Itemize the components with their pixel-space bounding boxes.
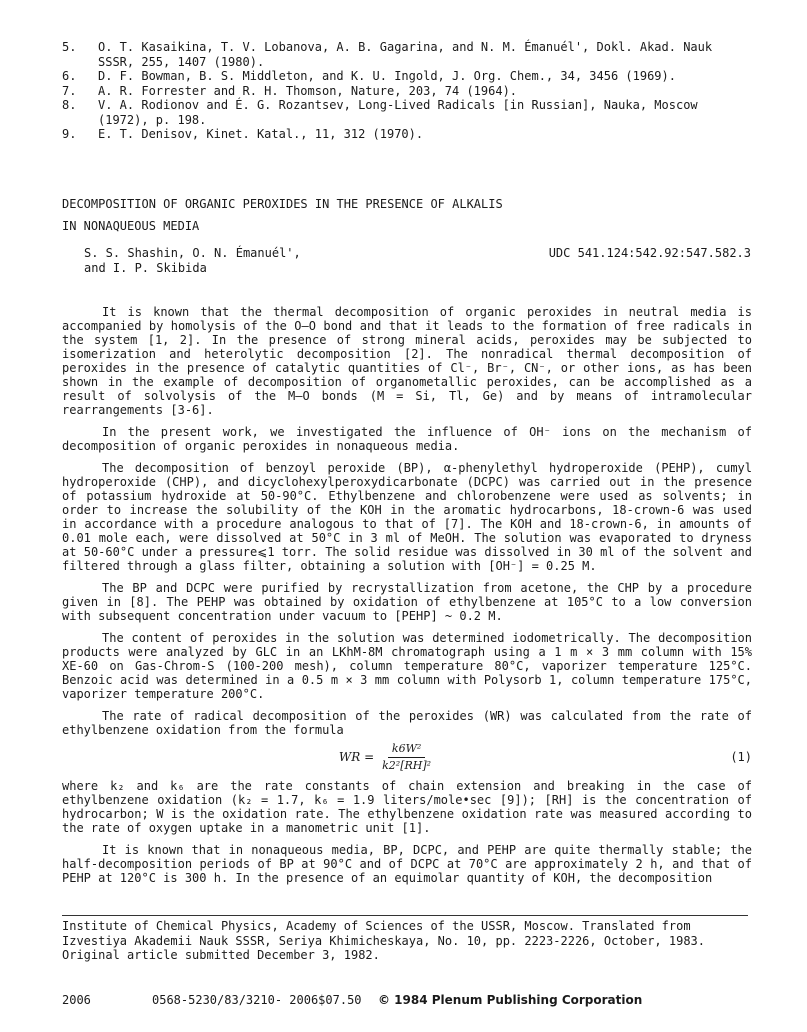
reference-number: 9. [62, 127, 77, 141]
body-paragraph: The decomposition of benzoyl peroxide (BP), α-phenylethyl hydroperoxide (PEHP), cumyl hydroperoxide (CHP), and dicyclohexylperoxydicarbonate (DCPC) was carried out in the presence of potassium hydroxide at 50-90°C. Ethylbenzene and chlorobenzene were used as solvents; in order to increase the solubility of the KOH in the aromatic hydrocarbons, 18-crown-6 was used in accordance with a procedure analogous to that of [7]. The KOH and 18-crown-6, in amounts of 0.01 mole each, were dissolved at 50°C in 3 ml of MeOH. The solution was evaporated to dryness at 50-60°C under a pressure⩽1 torr. The solid residue was dissolved in 30 ml of the solvent and filtered through a glass filter, obtaining a solution with [OH⁻] = 0.25 M. [62, 461, 752, 573]
equation-number: (1) [730, 750, 752, 764]
article-code: 0568-5230/83/3210- 2006$07.50 [152, 993, 362, 1007]
equation [62, 739, 752, 775]
reference-number: 8. [62, 98, 77, 112]
page-footer [62, 993, 752, 1007]
footnote: Institute of Chemical Physics, Academy of Sciences of the USSR, Moscow. Translated from Izvestiya Akademii Nauk SSSR, Seriya Khimicheskaya, No. 10, pp. 2223-2226, October, 1983. Original article submitted December 3, 1982. [62, 919, 705, 962]
body-paragraph: where k₂ and k₆ are the rate constants of chain extension and breaking in the case of ethylbenzene oxidation (k₂ = 1.7, k₆ = 1.9 liters/mole•sec [9]); [RH] is the concentration of hydrocarbon; W is the oxidation rate. The ethylbenzene oxidation rate was measured according to the rate of oxygen uptake in a manometric unit [1]. [62, 779, 752, 835]
udc-code: UDC 541.124:542.92:547.582.3 [548, 246, 751, 260]
body-paragraph: The BP and DCPC were purified by recrystallization from acetone, the CHP by a procedure given in [8]. The PEHP was obtained by oxidation of ethylbenzene at 105°C to a low conversion with subsequent concentration under vacuum to [PEHP] ~ 0.2 M. [62, 581, 752, 623]
reference-item [62, 40, 752, 69]
reference-number: 5. [62, 40, 77, 54]
reference-item [62, 127, 752, 142]
equation-lhs: WR = [338, 750, 375, 764]
reference-text: D. F. Bowman, B. S. Middleton, and K. U. Ingold, J. Org. Chem., 34, 3456 (1969). [98, 69, 676, 83]
equation-numerator: k6W² [388, 742, 425, 758]
reference-item [62, 69, 752, 84]
reference-text: O. T. Kasaikina, T. V. Lobanova, A. B. Gagarina, and N. M. Émanuél', Dokl. Akad. Nauk SSSR, 255, 1407 (1980). [98, 40, 713, 69]
article-title [62, 193, 752, 237]
author-line: S. S. Shashin, O. N. Émanuél', [84, 246, 301, 260]
publisher-line: © 1984 Plenum Publishing Corporation [378, 993, 643, 1007]
equation-denominator: k2²[RH]² [382, 758, 432, 772]
reference-text: V. A. Rodionov and É. G. Rozantsev, Long-Lived Radicals [in Russian], Nauka, Moscow (1972), p. 198. [98, 98, 698, 127]
equation-fraction [378, 742, 435, 773]
reference-text: E. T. Denisov, Kinet. Katal., 11, 312 (1970). [98, 127, 424, 141]
body-paragraph: It is known that the thermal decomposition of organic peroxides in neutral media is accompanied by homolysis of the O–O bond and that it leads to the formation of free radicals in the system [1, 2]. In the presence of strong mineral acids, peroxides may be subjected to isomerization and heterolytic decomposition [2]. The nonradical thermal decomposition of peroxides in the presence of catalytic quantities of Cl⁻, Br⁻, CN⁻, or other ions, as has been shown in the example of decomposition of organometallic peroxides, can be accomplished as a result of solvolysis of the M–O bonds (M = Si, Tl, Ge) and by means of intramolecular rearrangements [3-6]. [62, 305, 752, 417]
reference-item [62, 98, 752, 127]
article-body [62, 305, 752, 893]
body-paragraph: The rate of radical decomposition of the peroxides (WR) was calculated from the rate of ethylbenzene oxidation from the formula [62, 709, 752, 737]
article-title-line: DECOMPOSITION OF ORGANIC PEROXIDES IN THE PRESENCE OF ALKALIS [62, 197, 503, 211]
equation-body [62, 742, 712, 773]
reference-text: A. R. Forrester and R. H. Thomson, Nature, 203, 74 (1964). [98, 83, 518, 98]
reference-item [62, 84, 752, 99]
body-paragraph: The content of peroxides in the solution was determined iodometrically. The decomposition products were analyzed by GLC in an LKhM-8M chromatograph using a 1 m × 3 mm column with 15% XE-60 on Gas-Chrom-S (100-200 mesh), column temperature 80°C, vaporizer temperature 125°C. Benzoic acid was determined in a 0.5 m × 3 mm column with Polysorb 1, column temperature 175°C, vaporizer temperature 200°C. [62, 631, 752, 701]
footnote-divider [62, 915, 748, 916]
reference-number: 6. [62, 69, 77, 83]
page-number: 2006 [62, 993, 91, 1007]
article-title-line: IN NONAQUEOUS MEDIA [62, 219, 200, 233]
body-paragraph: It is known that in nonaqueous media, BP, DCPC, and PEHP are quite thermally stable; the half-decomposition periods of BP at 90°C and of DCPC at 70°C are approximately 2 h, and that of PEHP at 120°C is 300 h. In the presence of an equimolar quantity of KOH, the decomposition [62, 843, 752, 885]
author-list [84, 246, 504, 275]
reference-number: 7. [62, 83, 77, 98]
author-line: and I. P. Skibida [84, 260, 207, 275]
reference-list [62, 40, 752, 142]
body-paragraph: In the present work, we investigated the influence of OH⁻ ions on the mechanism of decomposition of organic peroxides in nonaqueous media. [62, 425, 752, 453]
